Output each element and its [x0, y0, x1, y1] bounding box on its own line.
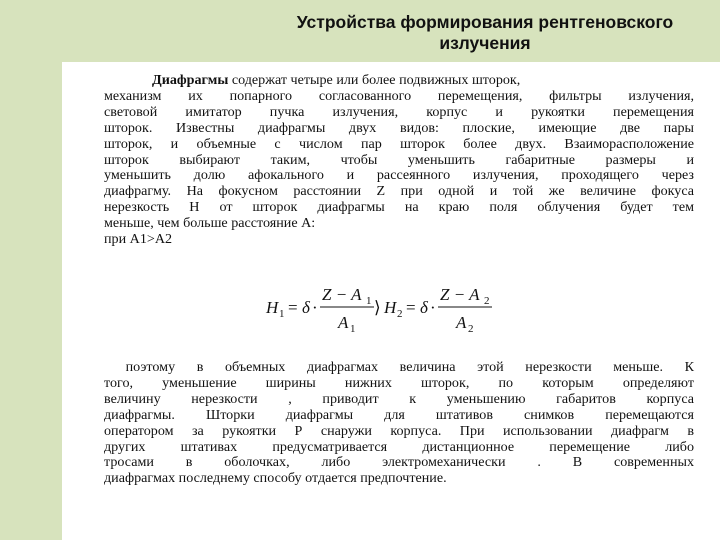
formula-equals-1: =	[288, 298, 298, 317]
formula-numerator-1-subscript: 1	[366, 295, 372, 307]
slide-title-line-1: Устройства формирования рентгеновского	[296, 12, 674, 32]
paragraph-2-line: того, уменьшение ширины нижних шторок, по которым определяют	[104, 374, 694, 391]
paragraph-1-line-1	[104, 73, 694, 89]
formula-denominator-2-subscript: 2	[468, 323, 474, 335]
formula-h1-subscript: 1	[279, 308, 285, 320]
paragraph-1-line: механизм их попарного согласованного перемещения, фильтры излучения,	[104, 87, 694, 104]
paragraph-2-line: диафрагмы. Шторки диафрагмы для штативов снимков перемещаются	[104, 406, 694, 423]
slide-title	[250, 12, 720, 54]
formula-numerator-2: Z − A	[440, 285, 480, 304]
formula-denominator-1-subscript: 1	[350, 323, 356, 335]
paragraph-1-line: шторок, и объемные с числом пар шторок более двух. Взаиморасположение	[104, 135, 694, 152]
paragraph-1-line: нерезкость H от шторок диафрагмы на краю поля облучения будет тем	[104, 199, 694, 216]
formula-h1: H	[266, 298, 279, 317]
paragraph-1-line: меньше, чем больше расстояние А:	[104, 215, 316, 232]
formula-denominator-2: A	[456, 313, 467, 332]
paragraph-2-line: диафрагмах последнему способу отдается предпочтение.	[104, 470, 447, 487]
paragraph-2-line: поэтому в объемных диафрагмах величина этой нерезкости меньше. К	[104, 359, 694, 375]
focus-blur-formula	[262, 280, 498, 336]
line-1-rest: содержат четыре или более подвижных шторок,	[228, 72, 521, 88]
formula-h2-subscript: 2	[397, 308, 403, 320]
formula-numerator-1: Z − A	[322, 285, 362, 304]
paragraph-2-line: тросами в оболочках, либо электромеханически . В современных	[104, 454, 694, 471]
formula-equals-2: =	[406, 298, 416, 317]
formula-denominator-1: A	[338, 313, 349, 332]
left-accent-band	[0, 0, 62, 540]
paragraph-1-line: шторок выбирают таким, чтобы уменьшить габаритные размеры и	[104, 151, 694, 168]
paragraph-2-line: оператором за рукоятки Р снаружи корпуса. При использовании диафрагм в	[104, 422, 694, 439]
formula-h2: H	[384, 298, 397, 317]
lead-term: Диафрагмы	[152, 72, 229, 88]
formula-numerator-2-subscript: 2	[484, 295, 490, 307]
paragraph-1-line: уменьшить долю афокального и рассеянного излучения, проходящего через	[104, 167, 694, 184]
formula-delta-2: δ	[420, 298, 428, 317]
paragraph-2-line: других штативах предусматривается дистанционное перемещение либо	[104, 438, 694, 455]
paragraph-2	[104, 360, 694, 487]
formula-delta-1: δ	[302, 298, 310, 317]
formula-dot-2: ·	[430, 298, 436, 317]
paragraph-1-line: диафрагму. На фокусном расстоянии Z при одной и той же величине фокуса	[104, 183, 694, 200]
paragraph-1	[104, 73, 694, 248]
paragraph-1-line: шторок. Известны диафрагмы двух видов: плоские, имеющие две пары	[104, 119, 694, 136]
paragraph-1-line: световой имитатор пучка излучения, корпус и рукоятки перемещения	[104, 103, 694, 120]
condition-line: при A1>A2	[104, 231, 173, 248]
formula-dot-1: ·	[312, 298, 318, 317]
paragraph-2-line: величину нерезкости , приводит к уменьшению габаритов корпуса	[104, 390, 694, 407]
formula-graphic	[262, 280, 498, 336]
formula-relation: ⟩	[374, 298, 381, 317]
slide-title-line-2: излучения	[439, 33, 531, 53]
